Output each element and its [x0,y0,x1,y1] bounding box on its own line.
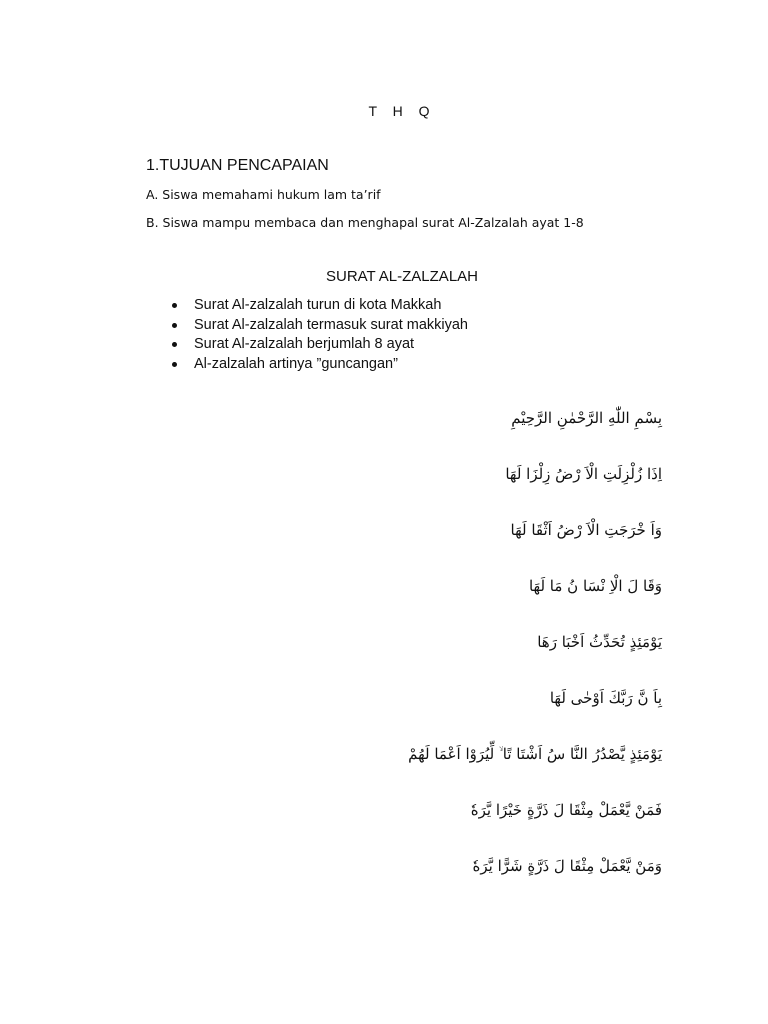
verse-4: يَوْمَئِذٍ تُحَدِّثُ اَخْبَا رَهَا [537,633,662,651]
basmalah: بِسْمِ اللّٰهِ الرَّحْمٰنِ الرَّحِيْمِ [511,409,662,427]
verse-6: يَوْمَئِذٍ يَّصْدُرُ النَّا سُ اَشْتَا تًا ۙ لِّيُرَوْا اَعْمَا لَهُمْ [408,745,662,763]
verse-2: وَاَ خْرَجَتِ الْاَ رْضُ اَثْقَا لَهَا [510,521,662,539]
fact-item [170,335,468,355]
verse-1: اِذَا زُلْزِلَتِ الْاَ رْضُ زِلْزَا لَهَا [505,465,662,483]
bullet-icon [172,362,177,367]
fact-item [170,355,468,375]
surah-title: SURAT AL-ZALZALAH [326,268,478,285]
section-heading: 1.TUJUAN PENCAPAIAN [146,157,329,174]
page-title: T H Q [368,103,436,119]
fact-item [170,316,468,336]
facts-list [170,296,468,374]
fact-text: Surat Al-zalzalah termasuk surat makkiyah [194,316,468,333]
verse-3: وَقَا لَ الْاِ نْسَا نُ مَا لَهَا [528,577,662,595]
fact-text: Al-zalzalah artinya ”guncangan” [194,355,398,372]
goal-item: A. Siswa memahami hukum lam ta’rif [146,187,381,202]
fact-text: Surat Al-zalzalah berjumlah 8 ayat [194,336,415,352]
surah-verses [162,398,662,902]
goal-item: B. Siswa mampu membaca dan menghapal surat Al-Zalzalah ayat 1-8 [146,215,584,230]
bullet-icon [172,303,177,308]
verse-5: بِاَ نَّ رَبَّكَ اَوْحٰى لَهَا [549,689,662,707]
verse-8: وَمَنْ يَّعْمَلْ مِثْقَا لَ ذَرَّةٍ شَرًّا يَّرَهٗ [472,857,662,875]
fact-item [170,296,468,316]
verse-7: فَمَنْ يَّعْمَلْ مِثْقَا لَ ذَرَّةٍ خَيْرًا يَّرَهٗ [470,801,662,819]
bullet-icon [172,323,177,328]
bullet-icon [172,342,177,347]
fact-text: Surat Al-zalzalah turun di kota Makkah [194,297,442,313]
